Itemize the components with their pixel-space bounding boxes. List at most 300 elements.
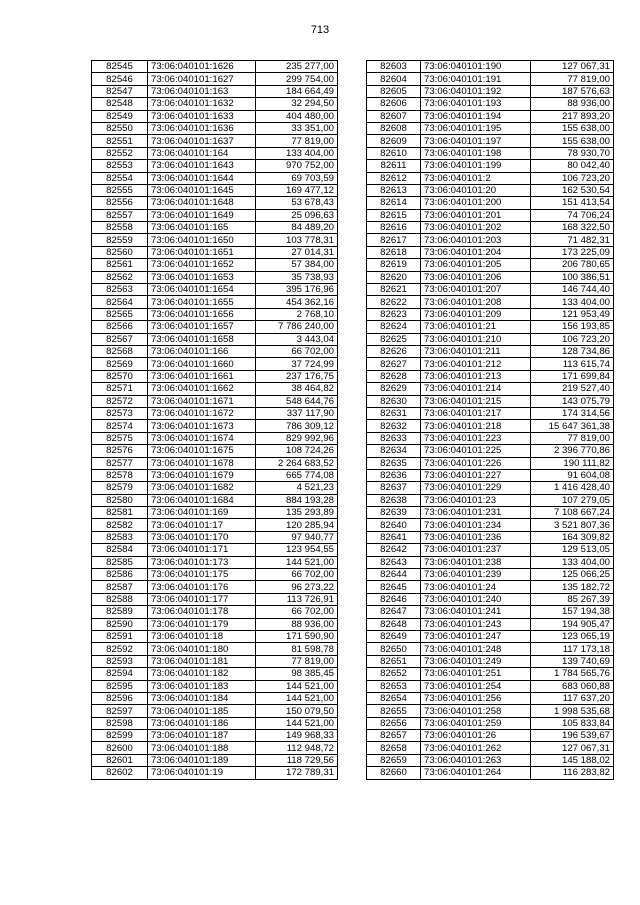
value-cell: 3 521 807,36 [531,519,614,531]
value-cell: 100 386,51 [531,271,614,283]
value-cell: 1 784 565,76 [531,668,614,680]
cadastral-number-cell: 73:06:040101:204 [421,246,531,258]
cadastral-number-cell: 73:06:040101:1656 [148,308,256,320]
cadastral-number-cell: 73:06:040101:187 [148,730,256,742]
row-number-cell: 82649 [367,630,421,642]
cadastral-number-cell: 73:06:040101:2 [421,172,531,184]
value-cell: 118 729,56 [256,754,338,766]
cadastral-number-cell: 73:06:040101:211 [421,345,531,357]
value-cell: 683 060,88 [531,680,614,692]
value-cell: 116 283,82 [531,767,614,779]
row-number-cell: 82656 [367,717,421,729]
value-cell: 125 066,25 [531,569,614,581]
value-cell: 135 293,89 [256,507,338,519]
row-number-cell: 82659 [367,754,421,766]
value-cell: 135 182,72 [531,581,614,593]
cadastral-number-cell: 73:06:040101:202 [421,222,531,234]
cadastral-number-cell: 73:06:040101:234 [421,519,531,531]
table-row [367,234,614,246]
row-number-cell: 82577 [92,457,148,469]
value-cell: 107 279,05 [531,494,614,506]
table-row [367,172,614,184]
row-number-cell: 82652 [367,668,421,680]
value-cell: 66 702,00 [256,345,338,357]
table-row [92,98,338,110]
table-row [92,172,338,184]
value-cell: 127 067,31 [531,61,614,73]
table-row [367,494,614,506]
value-cell: 139 740,69 [531,655,614,667]
row-number-cell: 82550 [92,122,148,134]
table-row [367,445,614,457]
cadastral-number-cell: 73:06:040101:209 [421,308,531,320]
table-row [92,668,338,680]
value-cell: 144 521,00 [256,692,338,704]
cadastral-number-cell: 73:06:040101:238 [421,556,531,568]
cadastral-number-cell: 73:06:040101:1672 [148,407,256,419]
value-cell: 15 647 361,38 [531,420,614,432]
cadastral-number-cell: 73:06:040101:206 [421,271,531,283]
table-row [92,767,338,779]
cadastral-number-cell: 73:06:040101:217 [421,407,531,419]
value-cell: 884 193,28 [256,494,338,506]
cadastral-number-cell: 73:06:040101:176 [148,581,256,593]
value-cell: 106 723,20 [531,172,614,184]
table-row [92,160,338,172]
cadastral-number-cell: 73:06:040101:215 [421,395,531,407]
cadastral-number-cell: 73:06:040101:24 [421,581,531,593]
value-cell: 121 953,49 [531,308,614,320]
cadastral-number-cell: 73:06:040101:177 [148,593,256,605]
row-number-cell: 82567 [92,333,148,345]
cadastral-number-cell: 73:06:040101:1674 [148,432,256,444]
value-cell: 162 530,54 [531,184,614,196]
table-row [367,630,614,642]
row-number-cell: 82600 [92,742,148,754]
cadastral-number-cell: 73:06:040101:26 [421,730,531,742]
cadastral-number-cell: 73:06:040101:188 [148,742,256,754]
row-number-cell: 82545 [92,61,148,73]
row-number-cell: 82648 [367,618,421,630]
cadastral-number-cell: 73:06:040101:179 [148,618,256,630]
cadastral-number-cell: 73:06:040101:180 [148,643,256,655]
row-number-cell: 82572 [92,395,148,407]
table-row [92,110,338,122]
table-row [367,482,614,494]
row-number-cell: 82560 [92,246,148,258]
table-row [367,730,614,742]
row-number-cell: 82583 [92,531,148,543]
value-cell: 128 734,86 [531,345,614,357]
row-number-cell: 82591 [92,630,148,642]
value-cell: 112 948,72 [256,742,338,754]
table-row [92,184,338,196]
table-row [367,296,614,308]
value-cell: 337 117,90 [256,407,338,419]
value-cell: 299 754,00 [256,73,338,85]
table-row [367,519,614,531]
value-cell: 74 706,24 [531,209,614,221]
table-row [92,544,338,556]
cadastral-number-cell: 73:06:040101:194 [421,110,531,122]
cadastral-number-cell: 73:06:040101:23 [421,494,531,506]
row-number-cell: 82612 [367,172,421,184]
row-number-cell: 82593 [92,655,148,667]
row-number-cell: 82660 [367,767,421,779]
value-cell: 2 264 683,52 [256,457,338,469]
cadastral-number-cell: 73:06:040101:203 [421,234,531,246]
value-cell: 117 637,20 [531,692,614,704]
cadastral-number-cell: 73:06:040101:248 [421,643,531,655]
cadastral-number-cell: 73:06:040101:262 [421,742,531,754]
row-number-cell: 82552 [92,147,148,159]
table-row [92,606,338,618]
cadastral-number-cell: 73:06:040101:197 [421,135,531,147]
value-cell: 169 477,12 [256,184,338,196]
row-number-cell: 82588 [92,593,148,605]
cadastral-number-cell: 73:06:040101:223 [421,432,531,444]
cadastral-number-cell: 73:06:040101:21 [421,321,531,333]
row-number-cell: 82651 [367,655,421,667]
value-cell: 786 309,12 [256,420,338,432]
table-row [92,222,338,234]
value-cell: 37 724,99 [256,358,338,370]
cadastral-number-cell: 73:06:040101:1626 [148,61,256,73]
cadastral-number-cell: 73:06:040101:251 [421,668,531,680]
row-number-cell: 82654 [367,692,421,704]
table-row [92,407,338,419]
cadastral-number-cell: 73:06:040101:1661 [148,370,256,382]
cadastral-number-cell: 73:06:040101:1673 [148,420,256,432]
row-number-cell: 82558 [92,222,148,234]
cadastral-number-cell: 73:06:040101:195 [421,122,531,134]
cadastral-number-cell: 73:06:040101:237 [421,544,531,556]
cadastral-number-cell: 73:06:040101:1678 [148,457,256,469]
cadastral-number-cell: 73:06:040101:239 [421,569,531,581]
table-row [92,284,338,296]
row-number-cell: 82555 [92,184,148,196]
table-row [367,569,614,581]
table-row [92,234,338,246]
table-row [367,655,614,667]
row-number-cell: 82633 [367,432,421,444]
row-number-cell: 82596 [92,692,148,704]
row-number-cell: 82617 [367,234,421,246]
value-cell: 144 521,00 [256,680,338,692]
row-number-cell: 82638 [367,494,421,506]
row-number-cell: 82579 [92,482,148,494]
value-cell: 7 786 240,00 [256,321,338,333]
row-number-cell: 82618 [367,246,421,258]
cadastral-number-cell: 73:06:040101:207 [421,284,531,296]
table-row [367,618,614,630]
value-cell: 133 404,00 [531,296,614,308]
value-cell: 66 702,00 [256,606,338,618]
row-number-cell: 82551 [92,135,148,147]
value-cell: 172 789,31 [256,767,338,779]
value-cell: 144 521,00 [256,717,338,729]
value-cell: 1 416 428,40 [531,482,614,494]
row-number-cell: 82653 [367,680,421,692]
row-number-cell: 82594 [92,668,148,680]
value-cell: 117 173,18 [531,643,614,655]
row-number-cell: 82616 [367,222,421,234]
row-number-cell: 82642 [367,544,421,556]
value-cell: 96 273,22 [256,581,338,593]
cadastral-number-cell: 73:06:040101:1637 [148,135,256,147]
cadastral-number-cell: 73:06:040101:1660 [148,358,256,370]
row-number-cell: 82620 [367,271,421,283]
row-number-cell: 82590 [92,618,148,630]
row-number-cell: 82578 [92,469,148,481]
value-cell: 145 188,02 [531,754,614,766]
row-number-cell: 82554 [92,172,148,184]
row-number-cell: 82630 [367,395,421,407]
cadastral-number-cell: 73:06:040101:1651 [148,246,256,258]
value-cell: 157 194,38 [531,606,614,618]
value-cell: 143 075,79 [531,395,614,407]
cadastral-number-cell: 73:06:040101:1653 [148,271,256,283]
row-number-cell: 82619 [367,259,421,271]
table-row [367,209,614,221]
cadastral-number-cell: 73:06:040101:1682 [148,482,256,494]
value-cell: 217 893,20 [531,110,614,122]
row-number-cell: 82604 [367,73,421,85]
row-number-cell: 82598 [92,717,148,729]
value-cell: 113 615,74 [531,358,614,370]
row-number-cell: 82646 [367,593,421,605]
cadastral-number-cell: 73:06:040101:182 [148,668,256,680]
row-number-cell: 82565 [92,308,148,320]
cadastral-number-cell: 73:06:040101:200 [421,197,531,209]
table-row [367,668,614,680]
row-number-cell: 82585 [92,556,148,568]
table-row [92,296,338,308]
cadastral-number-cell: 73:06:040101:254 [421,680,531,692]
row-number-cell: 82548 [92,98,148,110]
row-number-cell: 82562 [92,271,148,283]
table-row [92,531,338,543]
value-cell: 84 489,20 [256,222,338,234]
cadastral-number-cell: 73:06:040101:1652 [148,259,256,271]
table-row [367,98,614,110]
row-number-cell: 82570 [92,370,148,382]
row-number-cell: 82589 [92,606,148,618]
value-cell: 108 724,26 [256,445,338,457]
value-cell: 4 521,23 [256,482,338,494]
cadastral-number-cell: 73:06:040101:1657 [148,321,256,333]
table-row [367,85,614,97]
table-row [92,85,338,97]
row-number-cell: 82564 [92,296,148,308]
cadastral-number-cell: 73:06:040101:1684 [148,494,256,506]
cadastral-number-cell: 73:06:040101:163 [148,85,256,97]
value-cell: 66 702,00 [256,569,338,581]
row-number-cell: 82623 [367,308,421,320]
row-number-cell: 82587 [92,581,148,593]
row-number-cell: 82624 [367,321,421,333]
cadastral-number-cell: 73:06:040101:20 [421,184,531,196]
cadastral-number-cell: 73:06:040101:164 [148,147,256,159]
cadastral-number-cell: 73:06:040101:201 [421,209,531,221]
table-row [92,581,338,593]
cadastral-number-cell: 73:06:040101:226 [421,457,531,469]
table-row [367,345,614,357]
row-number-cell: 82615 [367,209,421,221]
cadastral-number-cell: 73:06:040101:208 [421,296,531,308]
value-cell: 123 065,19 [531,630,614,642]
value-cell: 127 067,31 [531,742,614,754]
cadastral-number-cell: 73:06:040101:1627 [148,73,256,85]
table-row [367,407,614,419]
row-number-cell: 82547 [92,85,148,97]
table-row [367,333,614,345]
table-row [92,246,338,258]
cadastral-number-cell: 73:06:040101:169 [148,507,256,519]
table-row [367,457,614,469]
cadastral-number-cell: 73:06:040101:1644 [148,172,256,184]
table-row [367,469,614,481]
cadastral-number-cell: 73:06:040101:1645 [148,184,256,196]
row-number-cell: 82546 [92,73,148,85]
row-number-cell: 82571 [92,383,148,395]
value-cell: 7 108 667,24 [531,507,614,519]
row-number-cell: 82605 [367,85,421,97]
value-cell: 98 385,45 [256,668,338,680]
value-cell: 151 413,54 [531,197,614,209]
row-number-cell: 82559 [92,234,148,246]
cadastral-number-cell: 73:06:040101:184 [148,692,256,704]
table-row [367,717,614,729]
table-row [367,581,614,593]
table-row [92,469,338,481]
value-cell: 57 384,00 [256,259,338,271]
cadastral-number-cell: 73:06:040101:191 [421,73,531,85]
row-number-cell: 82608 [367,122,421,134]
table-row [367,593,614,605]
cadastral-number-cell: 73:06:040101:1655 [148,296,256,308]
value-cell: 27 014,31 [256,246,338,258]
row-number-cell: 82613 [367,184,421,196]
value-cell: 829 992,96 [256,432,338,444]
table-row [367,284,614,296]
table-row [367,222,614,234]
table-row [367,680,614,692]
row-number-cell: 82611 [367,160,421,172]
value-cell: 80 042,40 [531,160,614,172]
value-cell: 77 819,00 [531,432,614,444]
table-row [92,655,338,667]
value-cell: 69 703,59 [256,172,338,184]
row-number-cell: 82584 [92,544,148,556]
row-number-cell: 82637 [367,482,421,494]
value-cell: 219 527,40 [531,383,614,395]
row-number-cell: 82647 [367,606,421,618]
value-cell: 171 590,90 [256,630,338,642]
row-number-cell: 82592 [92,643,148,655]
table-row [367,370,614,382]
cadastral-number-cell: 73:06:040101:249 [421,655,531,667]
cadastral-number-cell: 73:06:040101:175 [148,569,256,581]
row-number-cell: 82609 [367,135,421,147]
value-cell: 156 193,85 [531,321,614,333]
row-number-cell: 82575 [92,432,148,444]
row-number-cell: 82573 [92,407,148,419]
cadastral-number-cell: 73:06:040101:247 [421,630,531,642]
cadastral-number-cell: 73:06:040101:181 [148,655,256,667]
value-cell: 404 480,00 [256,110,338,122]
table-row [367,705,614,717]
value-cell: 144 521,00 [256,556,338,568]
cadastral-number-cell: 73:06:040101:1658 [148,333,256,345]
table-row [367,420,614,432]
table-row [92,73,338,85]
value-cell: 77 819,00 [531,73,614,85]
row-number-cell: 82625 [367,333,421,345]
cadastral-number-cell: 73:06:040101:1662 [148,383,256,395]
value-cell: 77 819,00 [256,135,338,147]
table-row [92,333,338,345]
cadastral-number-cell: 73:06:040101:1650 [148,234,256,246]
value-cell: 395 176,96 [256,284,338,296]
cadastral-number-cell: 73:06:040101:173 [148,556,256,568]
row-number-cell: 82628 [367,370,421,382]
value-cell: 129 513,05 [531,544,614,556]
row-number-cell: 82614 [367,197,421,209]
cadastral-number-cell: 73:06:040101:227 [421,469,531,481]
value-cell: 78 930,70 [531,147,614,159]
row-number-cell: 82556 [92,197,148,209]
value-cell: 113 726,91 [256,593,338,605]
row-number-cell: 82582 [92,519,148,531]
row-number-cell: 82586 [92,569,148,581]
value-cell: 120 285,94 [256,519,338,531]
table-row [367,160,614,172]
row-number-cell: 82563 [92,284,148,296]
cadastral-number-cell: 73:06:040101:229 [421,482,531,494]
table-row [367,308,614,320]
table-row [367,147,614,159]
value-cell: 3 443,04 [256,333,338,345]
value-cell: 32 294,50 [256,98,338,110]
row-number-cell: 82627 [367,358,421,370]
row-number-cell: 82602 [92,767,148,779]
page-number: 713 [310,24,330,36]
cadastral-number-cell: 73:06:040101:256 [421,692,531,704]
value-cell: 35 738,93 [256,271,338,283]
row-number-cell: 82634 [367,445,421,457]
value-cell: 454 362,16 [256,296,338,308]
cadastral-number-cell: 73:06:040101:18 [148,630,256,642]
table-row [92,395,338,407]
value-cell: 190 111,82 [531,457,614,469]
value-cell: 146 744,40 [531,284,614,296]
table-row [367,197,614,209]
row-number-cell: 82641 [367,531,421,543]
table-row [92,147,338,159]
cadastral-number-cell: 73:06:040101:186 [148,717,256,729]
table-row [367,259,614,271]
cadastral-number-cell: 73:06:040101:170 [148,531,256,543]
table-row [92,556,338,568]
table-row [367,754,614,766]
cadastral-number-cell: 73:06:040101:198 [421,147,531,159]
value-cell: 91 604,08 [531,469,614,481]
value-cell: 173 225,09 [531,246,614,258]
cadastral-number-cell: 73:06:040101:1649 [148,209,256,221]
table-row [92,259,338,271]
cadastral-number-cell: 73:06:040101:212 [421,358,531,370]
